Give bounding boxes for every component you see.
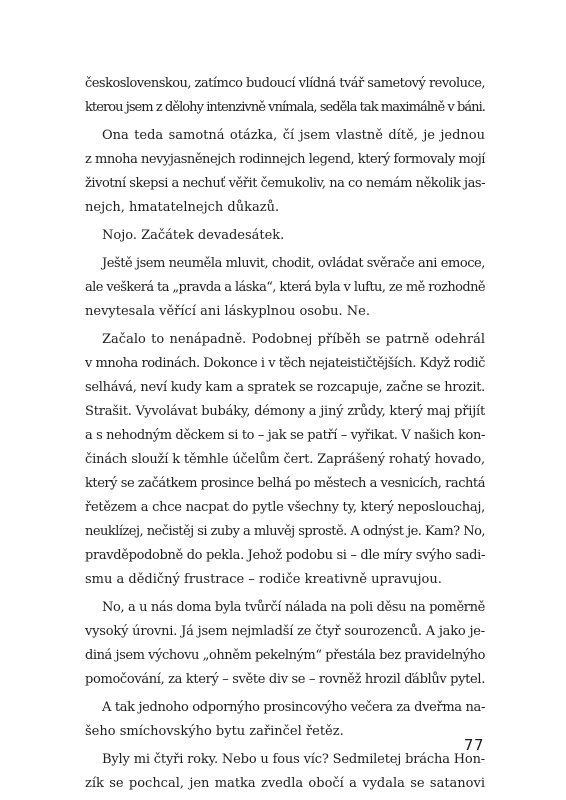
text-line: A tak jednoho odpornýho prosincovýho večera za dveřma na- [102, 700, 485, 715]
text-line: československou, zatímco budoucí vlídná tvář sametový revoluce, [85, 76, 485, 91]
text-line: vysoký úrovni. Já jsem nejmladší ze čtyř sourozenců. A jako je- [85, 624, 485, 639]
text-line: řetězem a chce nacpat do pytle všechny ty, který neposlouchaj, [85, 500, 485, 515]
text-line: z mnoha nevyjasněnejch rodinnejch legend, který formovaly mojí [85, 152, 485, 167]
text-line: diná jsem výchovu „ohněm pekelným“ přestála bez pravidelnýho [85, 648, 485, 663]
text-line: Byly mi čtyři roky. Nebo u fous víc? Sedmiletej brácha Hon- [102, 752, 485, 767]
text-line: No, a u nás doma byla tvůrčí nálada na poli děsu na poměrně [102, 600, 485, 615]
text-line: Nojo. Začátek devadesátek. [102, 228, 285, 243]
text-line: nejch, hmatatelnejch důkazů. [85, 200, 280, 215]
text-line: činách slouží k těmhle účelům čert. Zaprášený rohatý hovado, [85, 452, 485, 467]
text-line: pravděpodobně do pekla. Jehož podobu si – dle míry svýho sadi- [85, 548, 486, 563]
body-text [85, 72, 485, 796]
text-line: Ještě jsem neuměla mluvit, chodit, ovládat svěrače ani emoce, [102, 256, 485, 271]
text-line: selhává, neví kudy kam a spratek se rozcapuje, začne se hrozit. [85, 380, 485, 395]
text-line: a s nehodným děckem si to – jak se patří – vyřikat. V našich kon- [85, 428, 485, 443]
text-line: ale veškerá ta „pravda a láska“, která byla v luftu, ze mě rozhodně [85, 280, 485, 295]
text-line: životní skepsi a nechuť věřit čemukoliv, na co nemám několik jas- [85, 176, 485, 191]
text-line: Strašit. Vyvolávat bubáky, démony a jiný zrůdy, který maj přijít [85, 404, 485, 419]
text-line: v mnoha rodinách. Dokonce i v těch nejateističtějších. Když rodič [85, 356, 485, 371]
text-line: Začalo to nenápadně. Podobnej příběh se patrně odehrál [102, 332, 485, 347]
text-line: šeho smíchovskýho bytu zařinčel řetěz. [85, 724, 344, 739]
text-line: pomočování, za který – světe div se – rovněž hrozil ďáblův pytel. [85, 672, 485, 687]
page-number: 77 [463, 736, 484, 754]
text-line: který se začátkem prosince belhá po městech a vesnicích, rachtá [85, 476, 485, 491]
text-line: zík se pochcal, jen matka zvedla obočí a vydala se satanovi [85, 776, 485, 791]
text-line: kterou jsem z dělohy intenzivně vnímala, seděla tak maximálně v báni. [85, 100, 485, 115]
text-line: smu a dědičný frustrace – rodiče kreativně upravujou. [85, 572, 442, 587]
text-line: nevytesala věřící ani láskyplnou osobu. Ne. [85, 304, 370, 319]
text-line: neuklízej, nečistěj si zuby a mluvěj sprostě. A odnýst je. Kam? No, [85, 524, 485, 539]
text-line: Ona teda samotná otázka, čí jsem vlastně dítě, je jednou [102, 128, 485, 143]
